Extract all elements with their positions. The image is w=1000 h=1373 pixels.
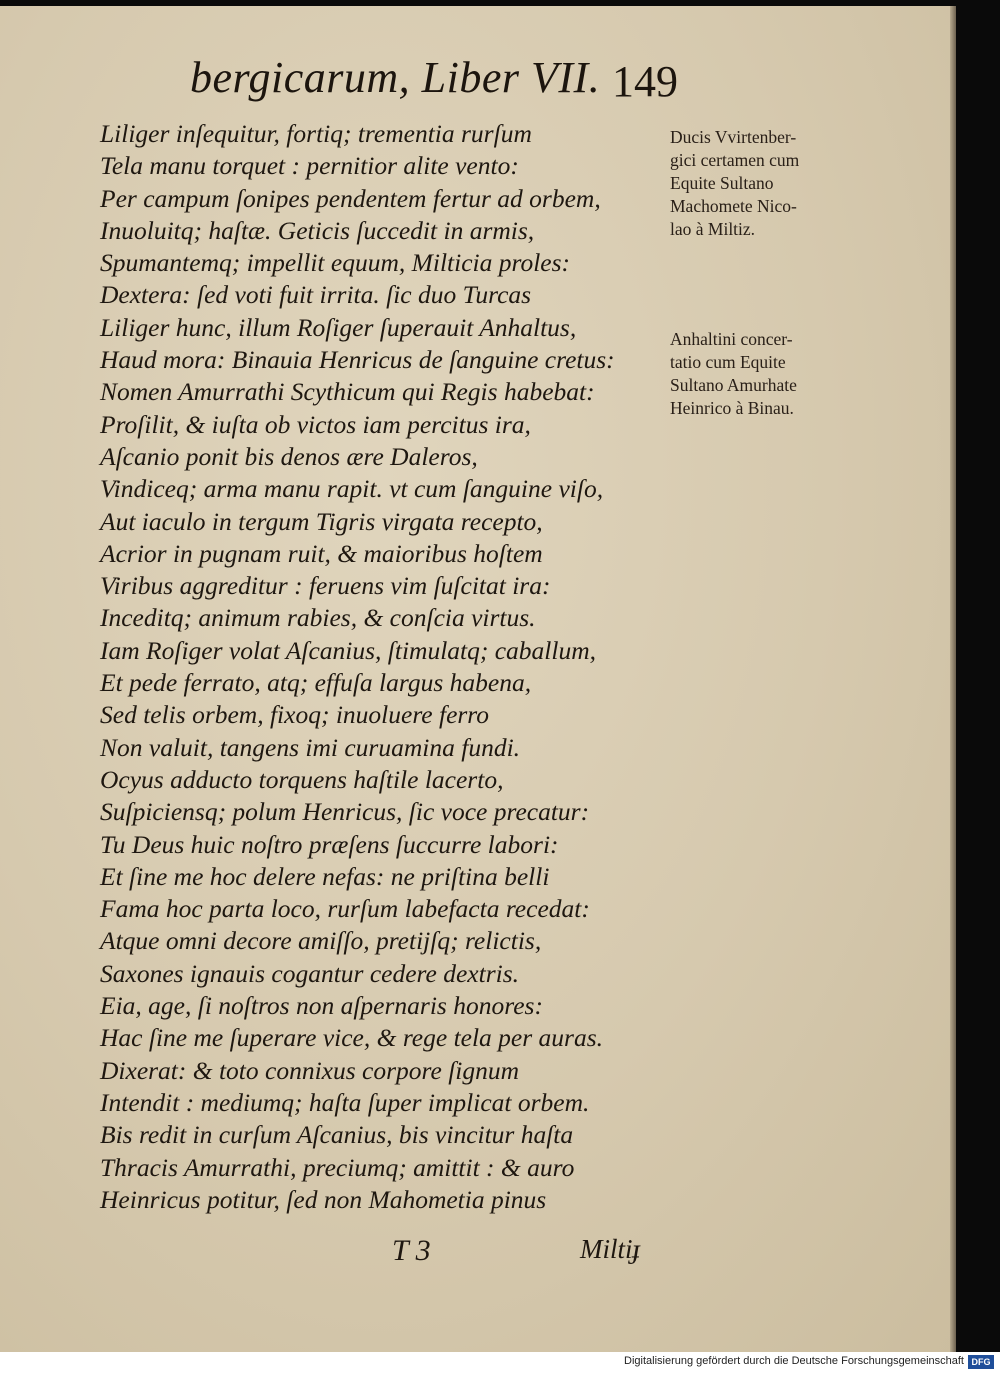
verse-line: Proſilit, & iuſta ob victos iam percitus ira, [100, 409, 531, 439]
page-number: 149 [612, 57, 678, 106]
marginal-note-line: gici certamen cum [670, 150, 800, 170]
marginal-note-2 [670, 328, 797, 420]
verse-line: Tu Deus huic noſtro præſens ſuccurre labori: [100, 829, 559, 859]
verse-line: Inceditq; animum rabies, & conſcia virtus. [100, 603, 536, 633]
verse-line: Saxones ignauis cogantur cedere dextris. [100, 958, 520, 988]
verse-line: Hac ſine me ſuperare vice, & rege tela per auras. [100, 1023, 604, 1053]
verse-line: Vindiceq; arma manu rapit. vt cum ſanguine viſo, [100, 474, 604, 504]
verse-line: Nomen Amurrathi Scythicum qui Regis habebat: [100, 377, 595, 407]
verse-line: Et ſine me hoc delere nefas: ne priſtina belli [100, 861, 550, 891]
marginal-note-line: Ducis Vvirtenber- [670, 127, 797, 147]
verse-line: Thracis Amurrathi, preciumq; amittit : & auro [100, 1152, 575, 1182]
verse-line: Tela manu torquet : pernitior alite vento: [100, 151, 519, 181]
verse-line: Heinricus potitur, ſed non Mahometia pinus [100, 1184, 547, 1214]
marginal-note-line: tatio cum Equite [670, 352, 786, 372]
verse-line: Viribus aggreditur : feruens vim ſuſcitat ira: [100, 571, 551, 601]
signature-mark: T 3 [392, 1234, 431, 1267]
verse-line: Dextera: ſed voti fuit irrita. ſic duo Turcas [100, 280, 532, 310]
marginal-note-1 [670, 126, 799, 241]
verse-line: Intendit : mediumq; haſta ſuper implicat orbem. [100, 1087, 590, 1117]
verse-line: Ocyus adducto torquens haſtile lacerto, [100, 764, 504, 794]
marginal-note-line: Machomete Nico- [670, 196, 797, 216]
marginal-note-line: Anhaltini concer- [670, 329, 793, 349]
page-edge [950, 6, 956, 1352]
dfg-logo: DFG [968, 1355, 994, 1369]
verse-line: Aut iaculo in tergum Tigris virgata recepto, [100, 506, 543, 536]
verse-line: Inuoluitq; haſtæ. Geticis ſuccedit in armis, [100, 215, 535, 245]
verse-line: Sed telis orbem, fixoq; inuoluere ferro [100, 700, 490, 730]
verse-line: Bis redit in curſum Aſcanius, bis vincitur haſta [100, 1120, 574, 1150]
verse-line: Fama hoc parta loco, rurſum labefacta recedat: [100, 894, 590, 924]
verse-line: Suſpiciensq; polum Henricus, ſic voce precatur: [100, 797, 590, 827]
catchword: Miltiɟ [580, 1234, 640, 1264]
verse-line: Non valuit, tangens imi curuamina fundi. [100, 732, 521, 762]
marginal-note-line: Equite Sultano [670, 173, 774, 193]
running-title: bergicarum, Liber VII. [190, 53, 601, 102]
verse-line: Acrior in pugnam ruit, & maioribus hoſtem [100, 538, 543, 568]
credit-text: Digitalisierung gefördert durch die Deutsche Forschungsgemeinschaft [624, 1355, 964, 1367]
verse-block [100, 118, 615, 1216]
marginal-note-line: Heinrico à Binau. [670, 398, 794, 418]
verse-line: Liliger inſequitur, fortiq; trementia rurſum [100, 119, 532, 148]
verse-line: Iam Roſiger volat Aſcanius, ſtimulatq; caballum, [100, 635, 597, 665]
verse-line: Liliger hunc, illum Roſiger ſuperauit Anhaltus, [100, 312, 577, 342]
verse-line: Per campum ſonipes pendentem fertur ad orbem, [100, 183, 601, 213]
verse-line: Eia, age, ſi noſtros non aſpernaris honores: [100, 991, 543, 1021]
verse-line: Et pede ferrato, atq; effuſa largus habena, [100, 668, 532, 698]
marginal-note-line: lao à Miltiz. [670, 219, 756, 239]
verse-line: Atque omni decore amiſſo, pretijſq; relictis, [100, 926, 542, 956]
verse-line: Spumantemq; impellit equum, Milticia proles: [100, 248, 571, 278]
credit-bar [0, 1352, 1000, 1373]
marginal-note-line: Sultano Amurhate [670, 375, 797, 395]
verse-line: Haud mora: Binauia Henricus de ſanguine cretus: [100, 345, 615, 375]
verse-line: Aſcanio ponit bis denos ære Daleros, [100, 441, 478, 471]
verse-line: Dixerat: & toto connixus corpore ſignum [100, 1055, 520, 1085]
